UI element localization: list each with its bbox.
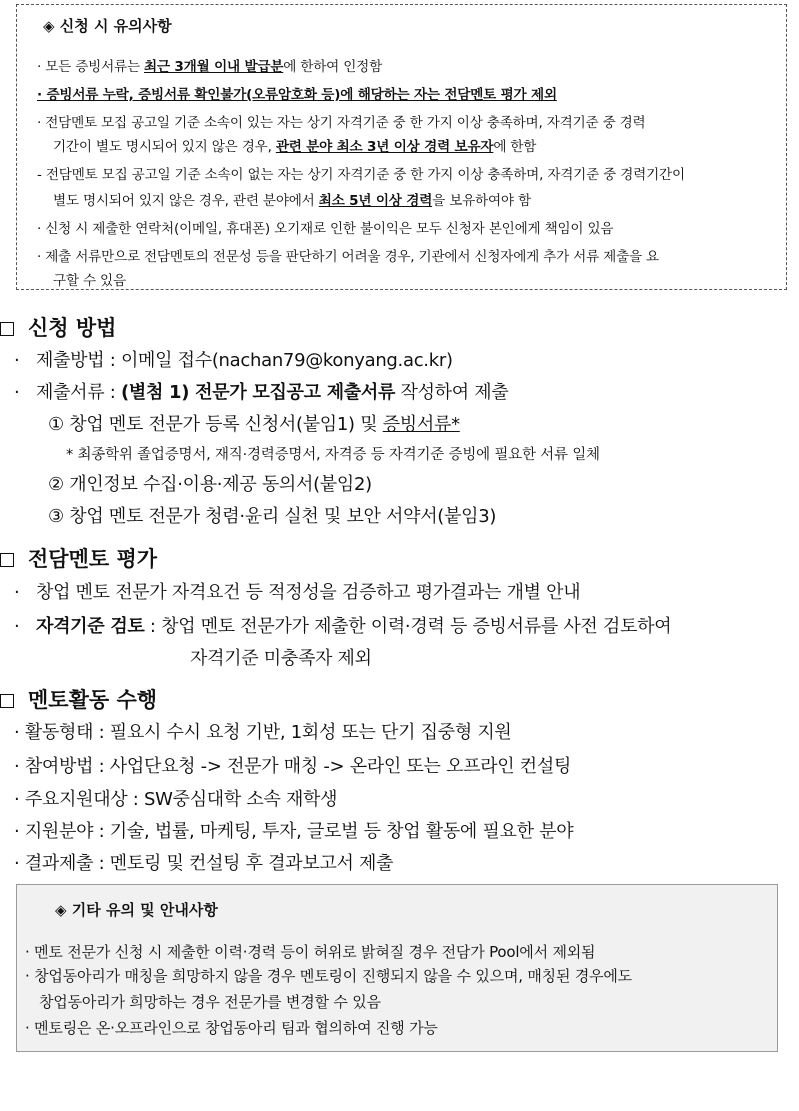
notice-line-5: - 전담멘토 모집 공고일 기준 소속이 없는 자는 상기 자격기준 중 한 가지 이상 충족하며, 자격기준 중 경력기간이 bbox=[37, 167, 685, 183]
notice-line-1: · 모든 증빙서류는 최근 3개월 이내 발급분에 한하여 인정함 bbox=[37, 59, 383, 75]
apply-item-1: ① 창업 멘토 전문가 등록 신청서(붙임1) 및 증빙서류* bbox=[48, 414, 460, 435]
section-activity-heading: 멘토활동 수행 bbox=[0, 684, 157, 714]
apply-item-1-note: * 최종학위 졸업증명서, 재직·경력증명서, 자격증 등 자격기준 증빙에 필요한 서류 일체 bbox=[66, 447, 600, 463]
notice-line-6: 별도 명시되어 있지 않은 경우, 관련 분야에서 최소 5년 이상 경력을 보유하여야 함 bbox=[53, 193, 531, 209]
other-line-4: · 멘토링은 온·오프라인으로 창업동아리 팀과 협의하여 진행 가능 bbox=[25, 1019, 438, 1037]
notice-box bbox=[16, 4, 787, 290]
notice-title: ◈ 신청 시 유의사항 bbox=[43, 17, 172, 35]
other-info-title: ◈ 기타 유의 및 안내사항 bbox=[55, 901, 218, 919]
other-line-3: 창업동아리가 희망하는 경우 전문가를 변경할 수 있음 bbox=[39, 993, 381, 1011]
apply-method: · 제출방법 : 이메일 접수(nachan79@konyang.ac.kr) bbox=[14, 350, 453, 371]
activity-row-2: · 참여방법 : 사업단요청 -> 전문가 매칭 -> 온라인 또는 오프라인 컨설팅 bbox=[14, 756, 572, 777]
notice-line-3: · 전담멘토 모집 공고일 기준 소속이 있는 자는 상기 자격기준 중 한 가지 이상 충족하며, 자격기준 중 경력 bbox=[37, 115, 646, 131]
activity-row-4: · 지원분야 : 기술, 법률, 마케팅, 투자, 글로벌 등 창업 활동에 필요한 분야 bbox=[14, 821, 574, 842]
evaluation-row-2: · 자격기준 검토 : 창업 멘토 전문가가 제출한 이력·경력 등 증빙서류를 사전 검토하여 bbox=[14, 616, 672, 637]
evaluation-row-1: · 창업 멘토 전문가 자격요건 등 적정성을 검증하고 평가결과는 개별 안내 bbox=[14, 582, 581, 603]
apply-docs: · 제출서류 : (별첨 1) 전문가 모집공고 제출서류 작성하여 제출 bbox=[14, 382, 509, 403]
square-bullet-icon bbox=[0, 322, 14, 336]
notice-line-9: 구할 수 있음 bbox=[53, 273, 126, 289]
section-apply-heading: 신청 방법 bbox=[0, 312, 116, 342]
square-bullet-icon bbox=[0, 553, 14, 567]
activity-row-5: · 결과제출 : 멘토링 및 컨설팅 후 결과보고서 제출 bbox=[14, 853, 394, 874]
notice-line-7: · 신청 시 제출한 연락처(이메일, 휴대폰) 오기재로 인한 불이익은 모두 신청자 본인에게 책임이 있음 bbox=[37, 221, 614, 237]
other-line-1: · 멘토 전문가 신청 시 제출한 이력·경력 등이 허위로 밝혀질 경우 전담가 Pool에서 제외됨 bbox=[25, 943, 596, 961]
section-evaluation-heading: 전담멘토 평가 bbox=[0, 543, 157, 573]
activity-row-3: · 주요지원대상 : SW중심대학 소속 재학생 bbox=[14, 789, 338, 810]
apply-item-3: ③ 창업 멘토 전문가 청렴·윤리 실천 및 보안 서약서(붙임3) bbox=[48, 506, 497, 527]
notice-line-4: 기간이 별도 명시되어 있지 않은 경우, 관련 분야 최소 3년 이상 경력 보유자에 한함 bbox=[53, 139, 537, 155]
activity-row-1: · 활동형태 : 필요시 수시 요청 기반, 1회성 또는 단기 집중형 지원 bbox=[14, 722, 512, 743]
notice-line-8: · 제출 서류만으로 전담멘토의 전문성 등을 판단하기 어려울 경우, 기관에서 신청자에게 추가 서류 제출을 요 bbox=[37, 249, 659, 265]
apply-item-2: ② 개인정보 수집·이용·제공 동의서(붙임2) bbox=[48, 474, 372, 495]
evaluation-row-2-cont: 자격기준 미충족자 제외 bbox=[190, 648, 372, 669]
square-bullet-icon bbox=[0, 694, 14, 708]
other-line-2: · 창업동아리가 매칭을 희망하지 않을 경우 멘토링이 진행되지 않을 수 있으며, 매칭된 경우에도 bbox=[25, 967, 632, 985]
notice-line-2: · 증빙서류 누락, 증빙서류 확인불가(오류암호화 등)에 해당하는 자는 전담멘토 평가 제외 bbox=[37, 87, 557, 103]
other-info-box bbox=[16, 884, 778, 1052]
